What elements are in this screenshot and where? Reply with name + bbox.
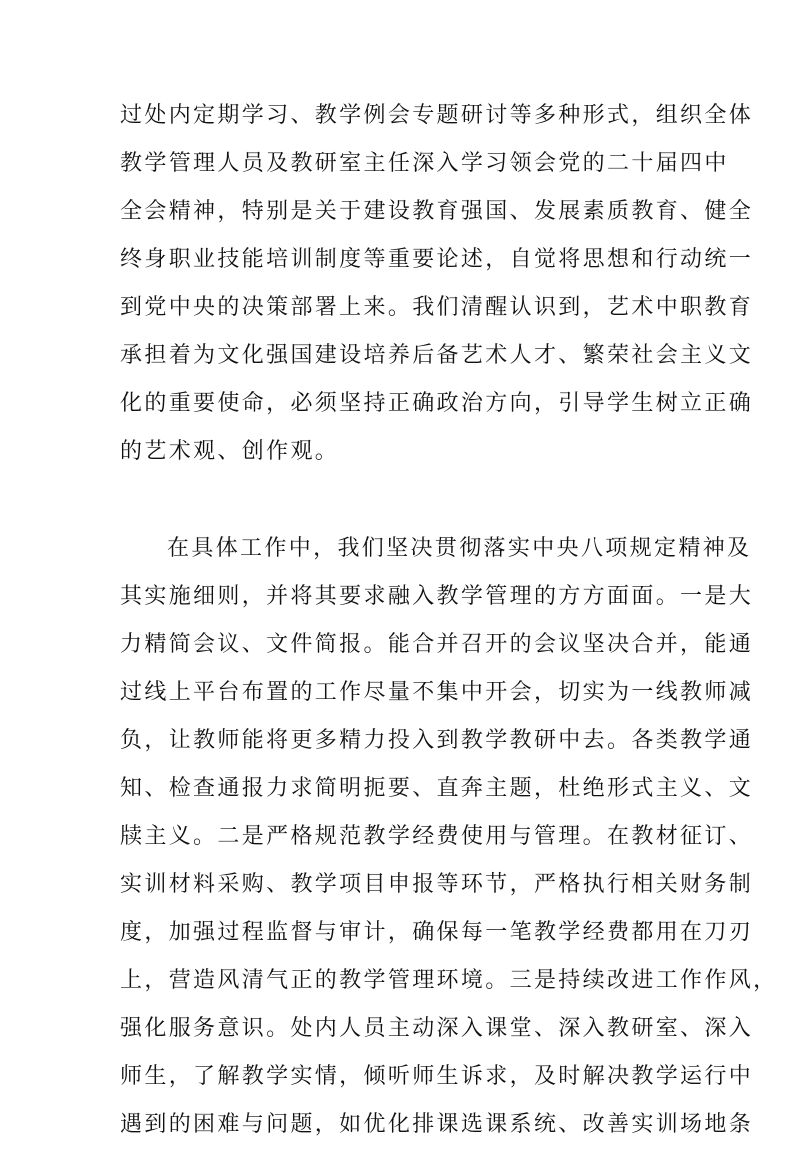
text-line: 知、检查通报力求简明扼要、直奔主题，杜绝形式主义、文	[120, 776, 754, 801]
text-line: 强化服务意识。处内人员主动深入课堂、深入教研室、深入	[120, 1016, 754, 1041]
text-line: 到党中央的决策部署上来。我们清醒认识到，艺术中职教育	[120, 295, 754, 320]
text-line: 度，加强过程监督与审计，确保每一笔教学经费都用在刀刃	[120, 920, 754, 945]
text-line: 力精简会议、文件简报。能合并召开的会议坚决合并，能通	[120, 632, 754, 657]
text-line: 遇到的困难与问题，如优化排课选课系统、改善实训场地条	[120, 1112, 754, 1137]
text-line: 教学管理人员及教研室主任深入学习领会党的二十届四中	[120, 151, 729, 176]
document-body	[120, 92, 778, 1149]
text-line: 全会精神，特别是关于建设教育强国、发展素质教育、健全	[120, 199, 754, 224]
text-line: 实训材料采购、教学项目申报等环节，严格执行相关财务制	[120, 872, 754, 897]
text-line: 牍主义。二是严格规范教学经费使用与管理。在教材征订、	[120, 824, 754, 849]
text-line: 负，让教师能将更多精力投入到教学教研中去。各类教学通	[120, 728, 754, 753]
text-line: 承担着为文化强国建设培养后备艺术人才、繁荣社会主义文	[120, 343, 754, 368]
text-line: 化的重要使命，必须坚持正确政治方向，引导学生树立正确	[120, 391, 754, 416]
text-line: 上，营造风清气正的教学管理环境。三是持续改进工作作风，	[120, 968, 778, 993]
text-line-first-indented: 在具体工作中，我们坚决贯彻落实中央八项规定精神及	[167, 536, 752, 561]
text-line: 过线上平台布置的工作尽量不集中开会，切实为一线教师减	[120, 680, 754, 705]
text-line: 师生，了解教学实情，倾听师生诉求，及时解决教学运行中	[120, 1064, 754, 1089]
text-line: 的艺术观、创作观。	[120, 439, 340, 464]
text-line: 过处内定期学习、教学例会专题研讨等多种形式，组织全体	[120, 103, 754, 128]
text-line: 其实施细则，并将其要求融入教学管理的方方面面。一是大	[120, 584, 754, 609]
paragraph-2	[120, 525, 778, 1149]
paragraph-1	[120, 92, 754, 476]
paragraph-spacer	[120, 476, 680, 525]
text-line: 终身职业技能培训制度等重要论述，自觉将思想和行动统一	[120, 247, 754, 272]
